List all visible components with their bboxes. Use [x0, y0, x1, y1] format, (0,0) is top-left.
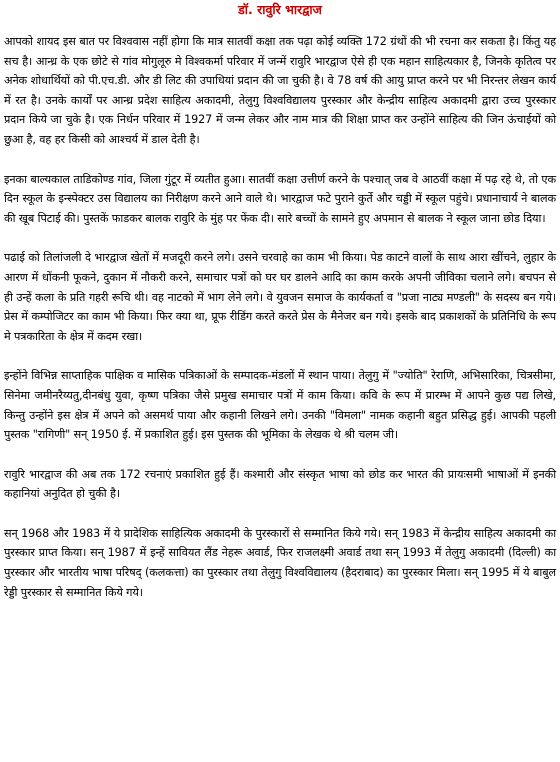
document-title: डॉ. रावुरि भारद्वाज	[238, 2, 322, 17]
paragraph-awards: सन् 1968 और 1983 में ये प्रादेशिक साहित्यिक अकादमी के पुरस्कारों से सम्मानित किये गये। सन् 1983 में केन्द्रीय साहित्य अकादमी का पुरस्कार प्राप्त किया। सन् 1987 में इन्हें सावियत लैंड नेहरू अवार्ड, फिर राजलक्ष्मी अवार्ड तथा सन् 1993 में तेलुगु अकादमी (दिल्ली) का पुरस्कार और भारतीय भाषा परिषद् (कलकत्ता) का पुरस्कार तथा तेलुगु विश्वविद्यालय (हैदराबाद) का पुरस्कार मिला। सन् 1995 में ये बाबुल रेड्डी पुरस्कार से सम्मानित किये गये।	[4, 526, 556, 599]
paragraph-labour-and-press: पढाई को तिलांजली दे भारद्वाज खेतों में मजदूरी करने लगे। उसने चरवाहे का काम भी किया। पेड काटने वालों के साथ आरा खींचने, लुहार के आरण में धोंकनी फूकने, दुकान में नौकरी करने, समाचार पत्रों को घर घर डालने आदि का काम करके अपनी जीविका चलाने लगे। बचपन से ही उन्हें कला के प्रति गहरी रूचि थी। वह नाटको में भाग लेने लगे। वे युवजन समाज के कार्यकर्ता व "प्रजा नाट्य मण्डली" के सदस्य बन गये। प्रेस में कम्पोजिटर का काम भी किया। फिर क्या था, प्रूफ रीडिंग करते करते प्रेस के मैनेजर बन गये। इसके बाद प्रकाशकों के प्रतिनिधि के रूप मे पत्रकारिता के क्षेत्र में कदम रखा।	[4, 251, 556, 343]
paragraph-intro: आपको शायद इस बात पर विश्ववास नहीं होगा कि मात्र सातवीं कक्षा तक पढ़ा कोई व्यक्ति 172 ग्रंथों की भी रचना कर सकता है। किंतु यह सच है। आन्ध्र के एक छोटे से गांव मोगुलूरु मे विश्वकर्मा परिवार में जन्में रावुरि भारद्वाज ऐसे ही एक महान साहित्यकार है, जिनके कृतित्व पर अनेक शोधार्थियों को पी.एच.डी. और डी लिट की उपाधियां प्रदान की जा चुकी है। वे 78 वर्ष की आयु प्राप्त करने पर भी निरन्तर लेखन कार्य में रत है। उनके कार्यों पर आन्ध्र प्रदेश साहित्य अकादमी, तेलुगु विश्वविद्यालय पुरस्कार और केन्द्रीय साहित्य अकादमी द्वारा उच्च पुरस्कार प्रदान किये जा चुके है। एक निर्धन परिवार में 1927 में जन्म लेकर और नाम मात्र की शिक्षा प्राप्त कर उन्होंने साहित्य की जिन ऊंचाईयों को छुआ है, वह हर किसी को आश्चर्य में डाल देती है।	[4, 35, 556, 146]
document-body	[4, 32, 556, 602]
paragraph-editorial-career: इन्होंने विभिन्न साप्ताहिक पाक्षिक व मासिक पत्रिकाओं के सम्पादक-मंडलों में स्थान पाया। तेलुगु में "ज्योति" रेराणि, अभिसारिका, चित्रसीमा, सिनेमा जमीनरैय्यतु,दीनबंधु युवा, कृष्ण पत्रिका जैसे प्रमुख समाचार पत्रों में काम किया। कवि के रूप में प्रारम्भ में आपने कुछ पद्य लिखे, किन्तु उन्होंने इस क्षेत्र में अपने को असमर्थ पाया और कहानी लिखने लगे। उनकी "विमला" नामक कहानी बहुत प्रसिद्ध हुई। आपकी पहली पुस्तक "रागिणी" सन् 1950 ई. में प्रकाशित हुई। इस पुस्तक की भूमिका के लेखक थे श्री चलम जी।	[4, 369, 556, 442]
paragraph-childhood: इनका बाल्यकाल ताडिकोण्ड गांव, जिला गुंटूर में व्यतीत हुआ। सातवीं कक्षा उत्तीर्ण करने के पश्चात् जब वे आठवीं कक्षा में पढ़ रहे थे, तो एक दिन स्कूल के इन्स्पेक्टर उस विद्यालय का निरीक्षण करने आने वाले थे। भारद्वाज फटे पुराने कुर्ते और चड्डी में स्कूल पहुंचे। प्रधानाचार्य ने बालक की खूब पिटाई की। पुस्तकें फाडकर बालक रावुरि के मुंह पर फेंक दी। सारे बच्चों के सामने हुए अपमान से बालक ने स्कूल जाना छोड दिया।	[4, 172, 556, 225]
paragraph-works: रावुरि भारद्वाज की अब तक 172 रचनाएं प्रकाशित हुई हैं। कश्मारी और संस्कृत भाषा को छोड कर भारत की प्रायःसमी भाषाओं में इनकी कहानियां अनुदित हो चुकी है।	[4, 467, 556, 501]
